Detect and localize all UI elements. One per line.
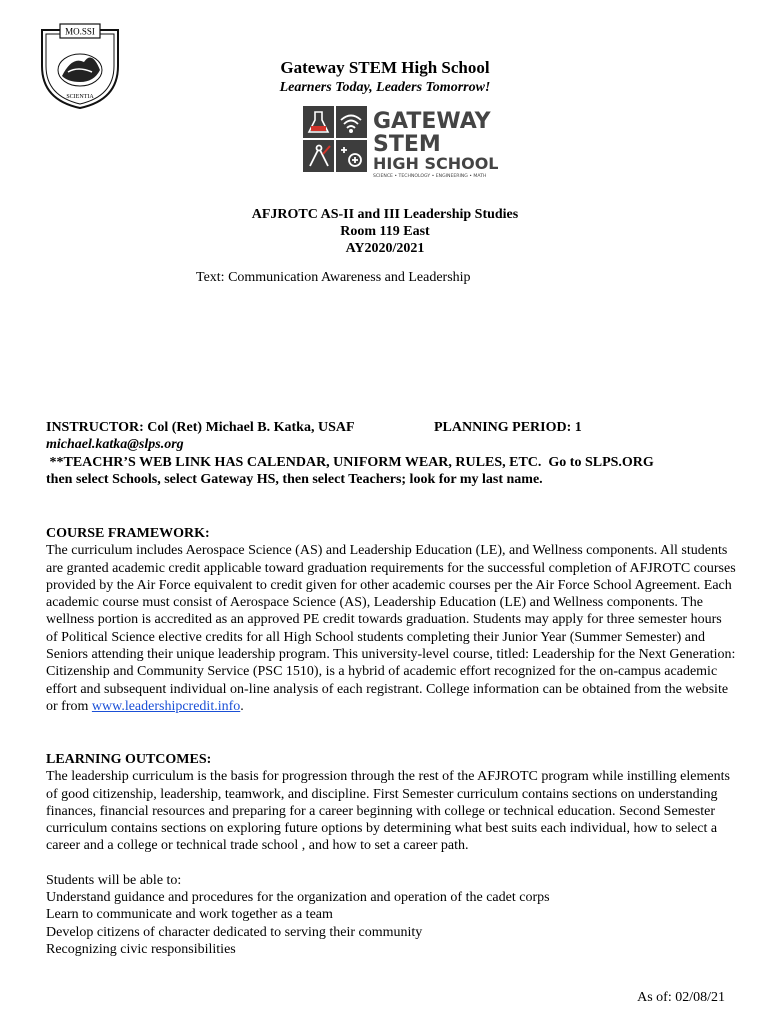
learning-outcomes-heading: LEARNING OUTCOMES: [46, 752, 212, 767]
logo-tagline: SCIENCE • TECHNOLOGY • ENGINEERING • MATH [373, 174, 487, 178]
web-link-note-line1: **TEACHR’S WEB LINK HAS CALENDAR, UNIFORM WEAR, RULES, ETC. Go to SLPS.ORG [46, 455, 654, 470]
planning-period: PLANNING PERIOD: 1 [434, 420, 582, 435]
school-motto: Learners Today, Leaders Tomorrow! [279, 80, 491, 95]
course-title: AFJROTC AS-II and III Leadership Studies [251, 207, 519, 222]
school-name: Gateway STEM High School [280, 58, 490, 77]
as-of-date: As of: 02/08/21 [637, 990, 725, 1005]
leadership-credit-link[interactable]: www.leadershipcredit.info [91, 698, 241, 714]
able-intro: Students will be able to: [46, 872, 182, 888]
outcome-item: Recognizing civic responsibilities [46, 941, 236, 957]
web-link-note-line2: then select Schools, select Gateway HS, then select Teachers; look for my last name. [46, 472, 543, 487]
learning-outcomes-section [46, 751, 736, 958]
logo-line2: STEM [373, 132, 441, 157]
course-text: Text: Communication Awareness and Leadership [196, 270, 471, 285]
seal-bottom-text: SCIENTIA [66, 94, 94, 100]
instructor-email[interactable]: michael.katka@slps.org [46, 437, 184, 452]
course-framework-text: The curriculum includes Aerospace Science (AS) and Leadership Education (LE), and Wellness components. All students are granted academic credit applicable toward graduation requirements for the successful completion of AFJROTC courses provided by the Air Force equivalent to credit given for other academic courses per the Air Force School Agreement. Each academic course must consist of Aerospace Science (AS), Leadership Education (LE) and Wellness components. The wellness portion is accredited as an approved PE credit towards graduation. Students may apply for three semester hours of Political Science elective credits for all High School students completing their Junior Year (Summer Semester) and Seniors attending their unique leadership program. This university-level course, titled: Leadership for the Next Generation: Citizenship and Community Service (PSC 1510), is a hybrid of academic effort recognized for the on-campus academic effort and subsequent individual on-line analysis of each registrant. College information can be obtained from the website or from [46, 543, 736, 714]
logo-line3: HIGH SCHOOL [373, 154, 499, 173]
logo-line1: GATEWAY [373, 109, 491, 134]
learning-outcomes-body: The leadership curriculum is the basis for progression through the rest of the AFJROTC program while instilling elements of good citizenship, leadership, teamwork, and discipline. First Semester curriculum contains sections on understanding finances, financial resources and preparing for a career beginning with college or technical education. Second Semester curriculum contains sections on exploring future options by determining what best suits each individual, how to select a career and a college or technical trade school , and how to set a career path. [46, 769, 730, 854]
course-framework-body [46, 542, 736, 715]
course-framework-section [46, 525, 736, 715]
course-year: AY2020/2021 [345, 241, 425, 256]
outcome-item: Develop citizens of character dedicated to serving their community [46, 924, 423, 940]
gateway-stem-logo [303, 106, 513, 178]
instructor-label: INSTRUCTOR: Col (Ret) Michael B. Katka, USAF [46, 420, 355, 435]
course-framework-heading: COURSE FRAMEWORK: [46, 526, 210, 541]
course-framework-end: . [240, 698, 244, 714]
outcome-item: Learn to communicate and work together as a team [46, 907, 333, 923]
seal-top-text: MO.SSI [65, 26, 95, 37]
course-room: Room 119 East [340, 224, 430, 239]
outcome-item: Understand guidance and procedures for the organization and operation of the cadet corps [46, 890, 550, 906]
